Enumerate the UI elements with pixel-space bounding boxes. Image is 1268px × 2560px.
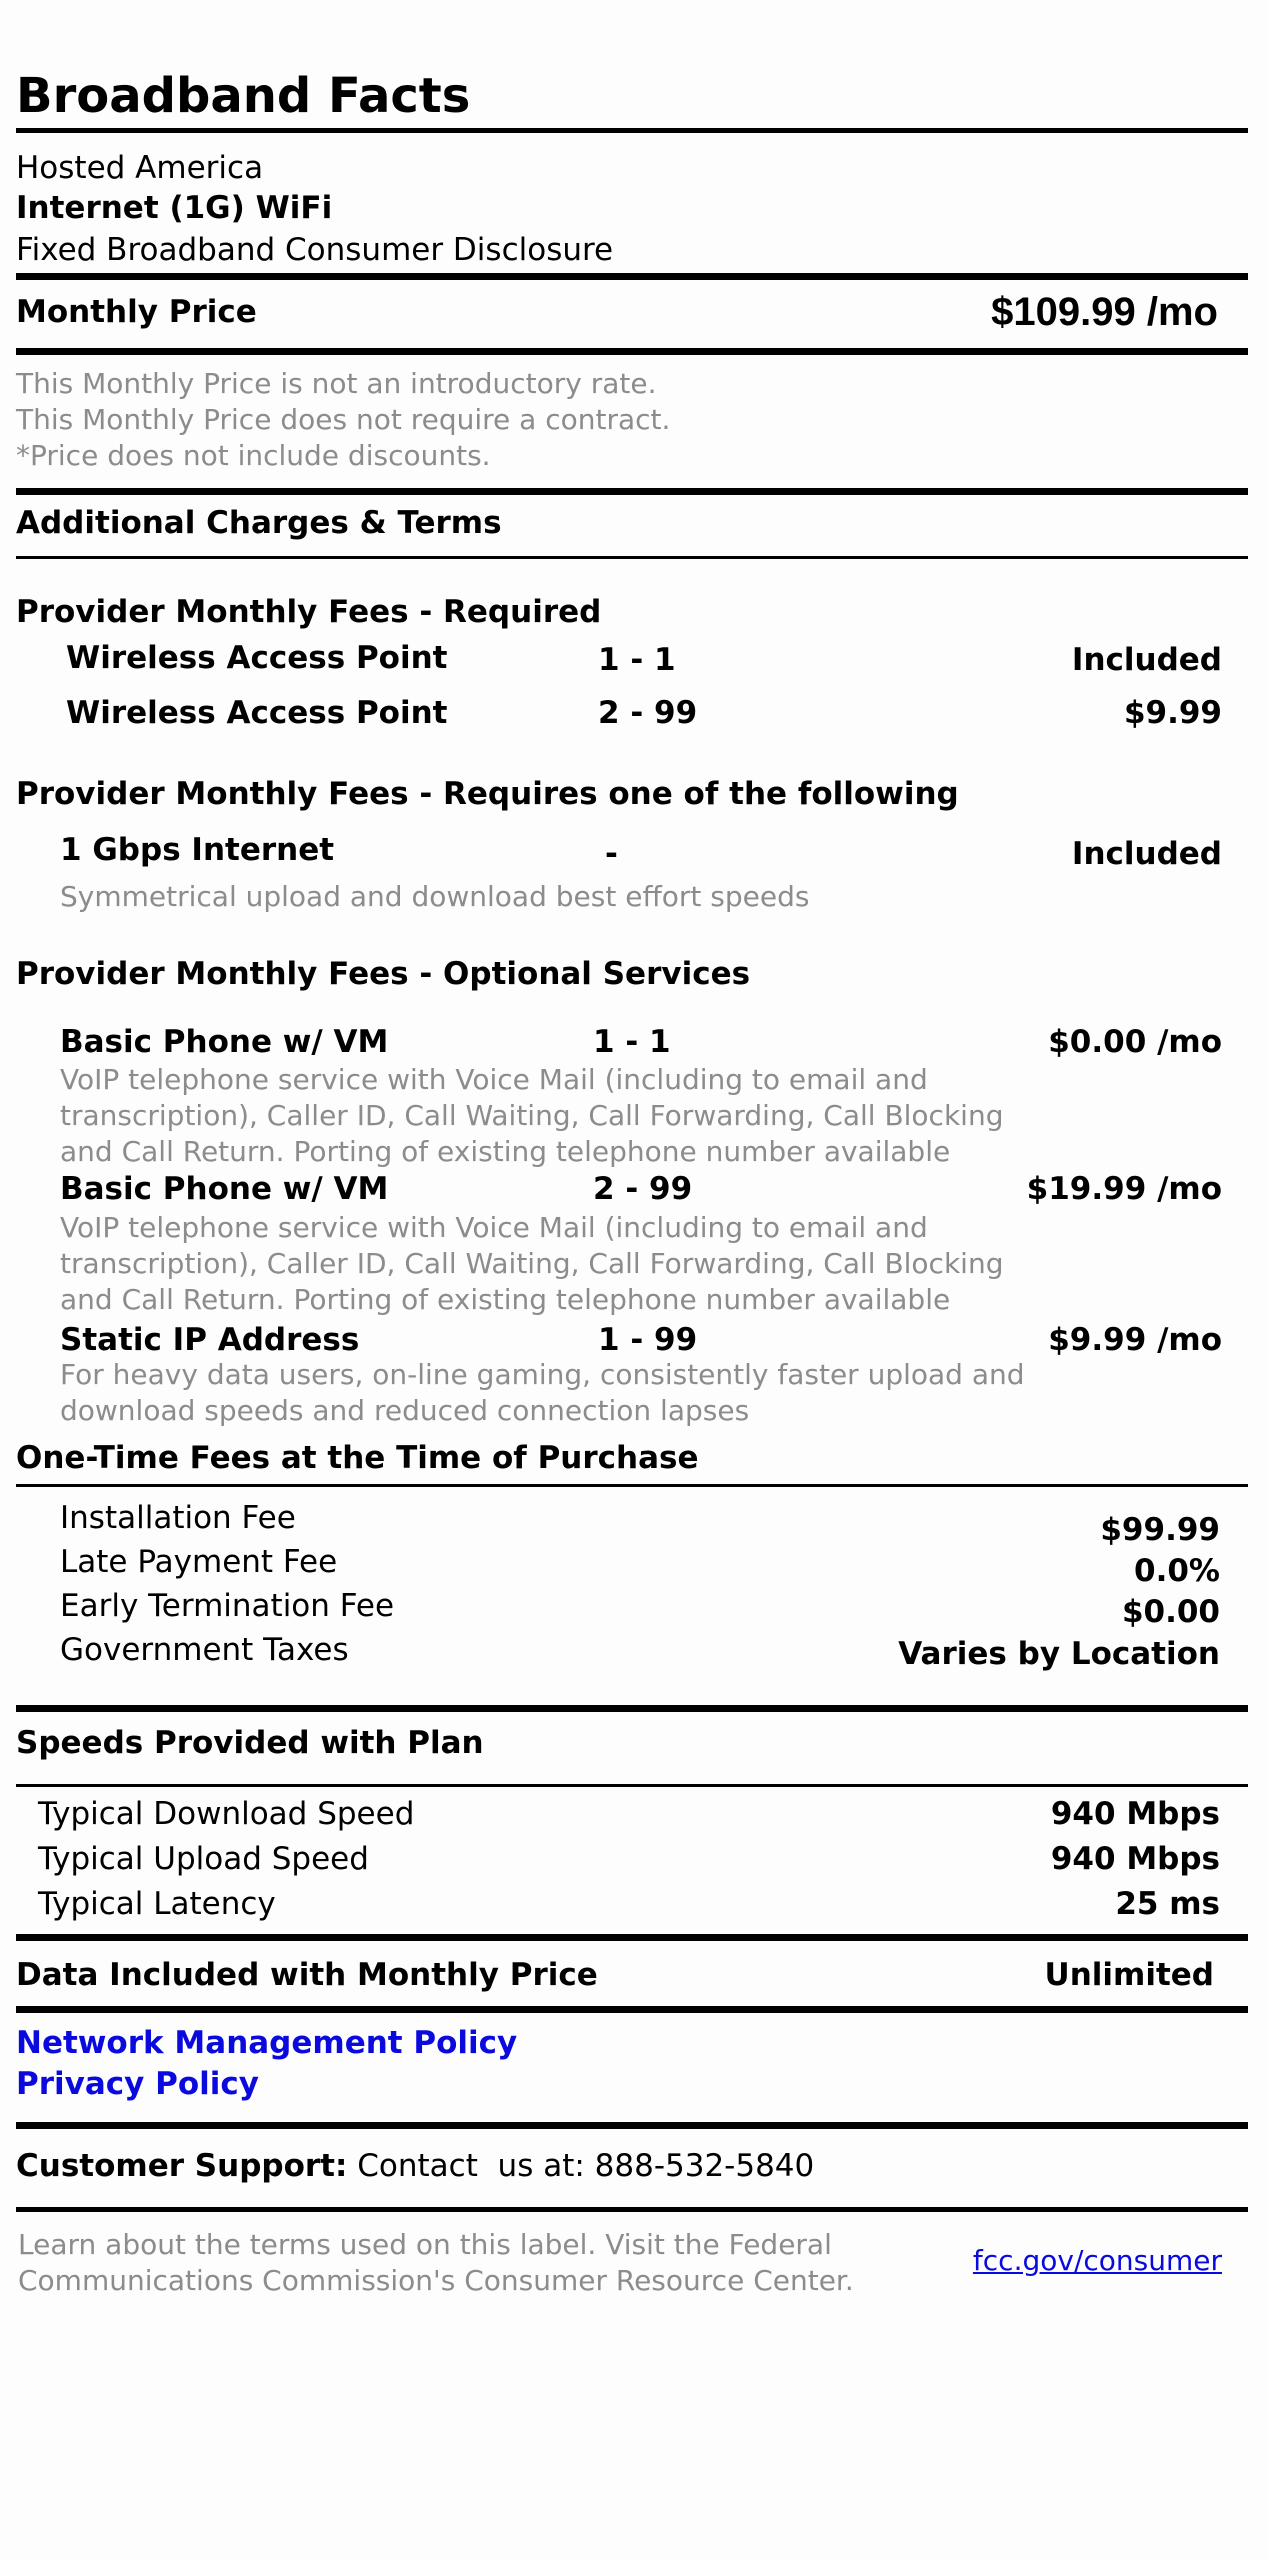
page-title: Broadband Facts [16, 68, 471, 124]
one-time-fee-value: $99.99 [1100, 1512, 1220, 1548]
additional-charges-heading: Additional Charges & Terms [16, 505, 502, 541]
speed-value: 25 ms [1115, 1886, 1220, 1922]
price-note: This Monthly Price does not require a contract. [16, 403, 671, 436]
fee-price: $9.99 /mo [1048, 1322, 1222, 1358]
fee-quantity: 1 - 1 [598, 642, 676, 678]
divider [16, 348, 1248, 355]
fee-name: Wireless Access Point [66, 695, 448, 731]
one-time-fee-label: Early Termination Fee [60, 1588, 395, 1624]
fee-quantity: - [605, 836, 618, 872]
fee-quantity: 2 - 99 [593, 1171, 693, 1207]
divider [16, 1934, 1248, 1941]
optional-fees-heading: Provider Monthly Fees - Optional Services [16, 956, 751, 992]
divider [16, 128, 1248, 133]
speed-label: Typical Latency [38, 1886, 276, 1922]
divider [16, 273, 1248, 280]
divider [16, 1705, 1248, 1712]
requires-one-heading: Provider Monthly Fees - Requires one of the following [16, 776, 959, 812]
fcc-consumer-link[interactable]: fcc.gov/consumer [972, 2244, 1222, 2277]
customer-support-label: Customer Support: [16, 2148, 348, 2184]
required-fees-heading: Provider Monthly Fees - Required [16, 594, 602, 630]
fee-price: Included [1071, 642, 1222, 678]
customer-support-contact: Contact us at: 888-532-5840 [357, 2148, 815, 2184]
fee-name: Basic Phone w/ VM [60, 1171, 389, 1207]
speed-label: Typical Download Speed [38, 1796, 415, 1832]
disclosure-type: Fixed Broadband Consumer Disclosure [16, 232, 614, 268]
network-management-policy-link[interactable]: Network Management Policy [16, 2025, 518, 2061]
one-time-fees-heading: One-Time Fees at the Time of Purchase [16, 1440, 699, 1476]
fee-quantity: 1 - 1 [593, 1024, 671, 1060]
one-time-fee-value: 0.0% [1134, 1553, 1220, 1589]
customer-support [16, 2148, 814, 2184]
data-included-label: Data Included with Monthly Price [16, 1957, 598, 1993]
fee-description: VoIP telephone service with Voice Mail (including to email and transcription), Caller ID, Call Waiting, Call Forwarding, Call Blocking and Call Return. Porting of existing telephone number available [60, 1211, 1004, 1316]
price-note: *Price does not include discounts. [16, 439, 491, 472]
plan-name: Internet (1G) WiFi [16, 190, 333, 226]
fee-price: $9.99 [1123, 695, 1222, 731]
divider [16, 2006, 1248, 2013]
monthly-price-value: $109.99 /mo [991, 290, 1218, 334]
speeds-heading: Speeds Provided with Plan [16, 1725, 484, 1761]
divider [16, 2207, 1248, 2212]
speed-value: 940 Mbps [1050, 1796, 1220, 1832]
divider [16, 1784, 1248, 1787]
divider [16, 556, 1248, 559]
fee-description: For heavy data users, on-line gaming, consistently faster upload and download speeds and reduced connection lapses [60, 1358, 1025, 1427]
fee-name: Static IP Address [60, 1322, 360, 1358]
fee-price: $19.99 /mo [1026, 1171, 1222, 1207]
fee-description: Symmetrical upload and download best effort speeds [60, 880, 810, 913]
fee-name: 1 Gbps Internet [60, 832, 335, 868]
speed-label: Typical Upload Speed [38, 1841, 369, 1877]
fee-description: VoIP telephone service with Voice Mail (including to email and transcription), Caller ID, Call Waiting, Call Forwarding, Call Blocking and Call Return. Porting of existing telephone number available [60, 1063, 1004, 1168]
fee-price: Included [1071, 836, 1222, 872]
one-time-fee-label: Late Payment Fee [60, 1544, 338, 1580]
footer-text: Communications Commission's Consumer Resource Center. [18, 2264, 854, 2297]
one-time-fee-label: Installation Fee [60, 1500, 296, 1536]
fee-quantity: 2 - 99 [598, 695, 698, 731]
fee-quantity: 1 - 99 [598, 1322, 698, 1358]
footer-text: Learn about the terms used on this label. Visit the Federal [18, 2228, 832, 2261]
divider [16, 2122, 1248, 2129]
divider [16, 1484, 1248, 1487]
fee-name: Wireless Access Point [66, 640, 448, 676]
one-time-fee-value: Varies by Location [898, 1636, 1220, 1672]
fee-price: $0.00 /mo [1048, 1024, 1222, 1060]
speed-value: 940 Mbps [1050, 1841, 1220, 1877]
monthly-price-label: Monthly Price [16, 294, 257, 330]
price-note: This Monthly Price is not an introductory rate. [16, 367, 657, 400]
data-included-value: Unlimited [1044, 1957, 1214, 1993]
one-time-fee-label: Government Taxes [60, 1632, 349, 1668]
divider [16, 488, 1248, 495]
provider-name: Hosted America [16, 150, 264, 186]
fee-name: Basic Phone w/ VM [60, 1024, 389, 1060]
privacy-policy-link[interactable]: Privacy Policy [16, 2066, 259, 2102]
one-time-fee-value: $0.00 [1121, 1594, 1220, 1630]
